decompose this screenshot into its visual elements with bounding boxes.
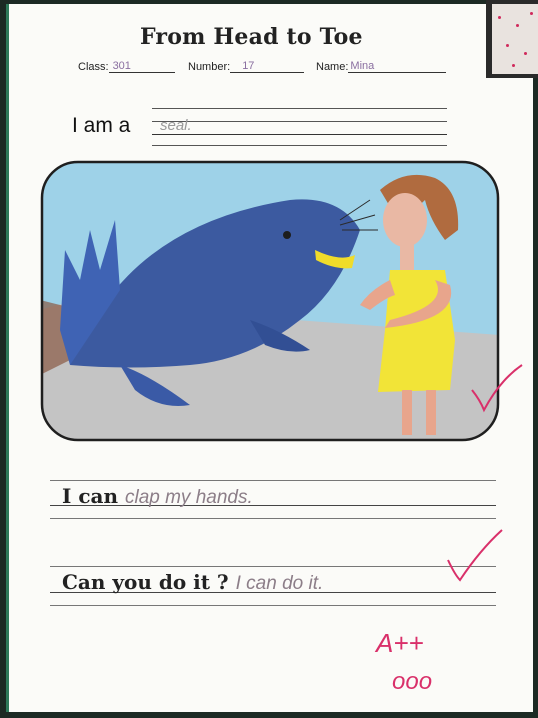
seal-eye	[283, 231, 291, 239]
number-value: 17	[230, 60, 304, 73]
name-label: Name:	[316, 61, 349, 73]
class-value: 301	[109, 60, 175, 73]
girl-face	[383, 193, 427, 247]
writing-line	[50, 605, 496, 606]
prompt-i-can: I can	[62, 484, 118, 508]
answer-line	[152, 108, 447, 109]
answer-question: I can do it.	[235, 573, 324, 594]
answer-line	[152, 134, 447, 135]
prompt-i-am: I am a	[72, 114, 131, 137]
grade-circles: ooo	[392, 668, 433, 695]
writing-line	[50, 566, 496, 567]
answer-line	[152, 121, 447, 122]
name-field	[316, 60, 446, 73]
number-field	[188, 60, 304, 73]
check-mark	[440, 520, 510, 590]
writing-line	[50, 480, 496, 481]
class-label: Class:	[78, 61, 109, 73]
number-label: Number:	[188, 61, 231, 73]
name-value: Mina	[348, 60, 446, 73]
girl-leg	[402, 390, 412, 435]
answer-i-can: clap my hands.	[124, 487, 253, 508]
answer-line	[152, 145, 447, 146]
class-field	[78, 60, 175, 73]
child-drawing	[40, 160, 500, 442]
corner-photo-paper	[492, 4, 538, 74]
answer-animal: seal.	[160, 117, 192, 134]
grade-mark: A++	[376, 628, 424, 658]
worksheet-title: From Head to Toe	[140, 24, 363, 50]
writing-line	[50, 518, 496, 519]
sentence-i-can	[62, 484, 253, 509]
prompt-question: Can you do it ?	[62, 570, 229, 594]
girl-leg	[426, 390, 436, 435]
check-mark	[462, 360, 532, 420]
sentence-question	[62, 570, 323, 595]
